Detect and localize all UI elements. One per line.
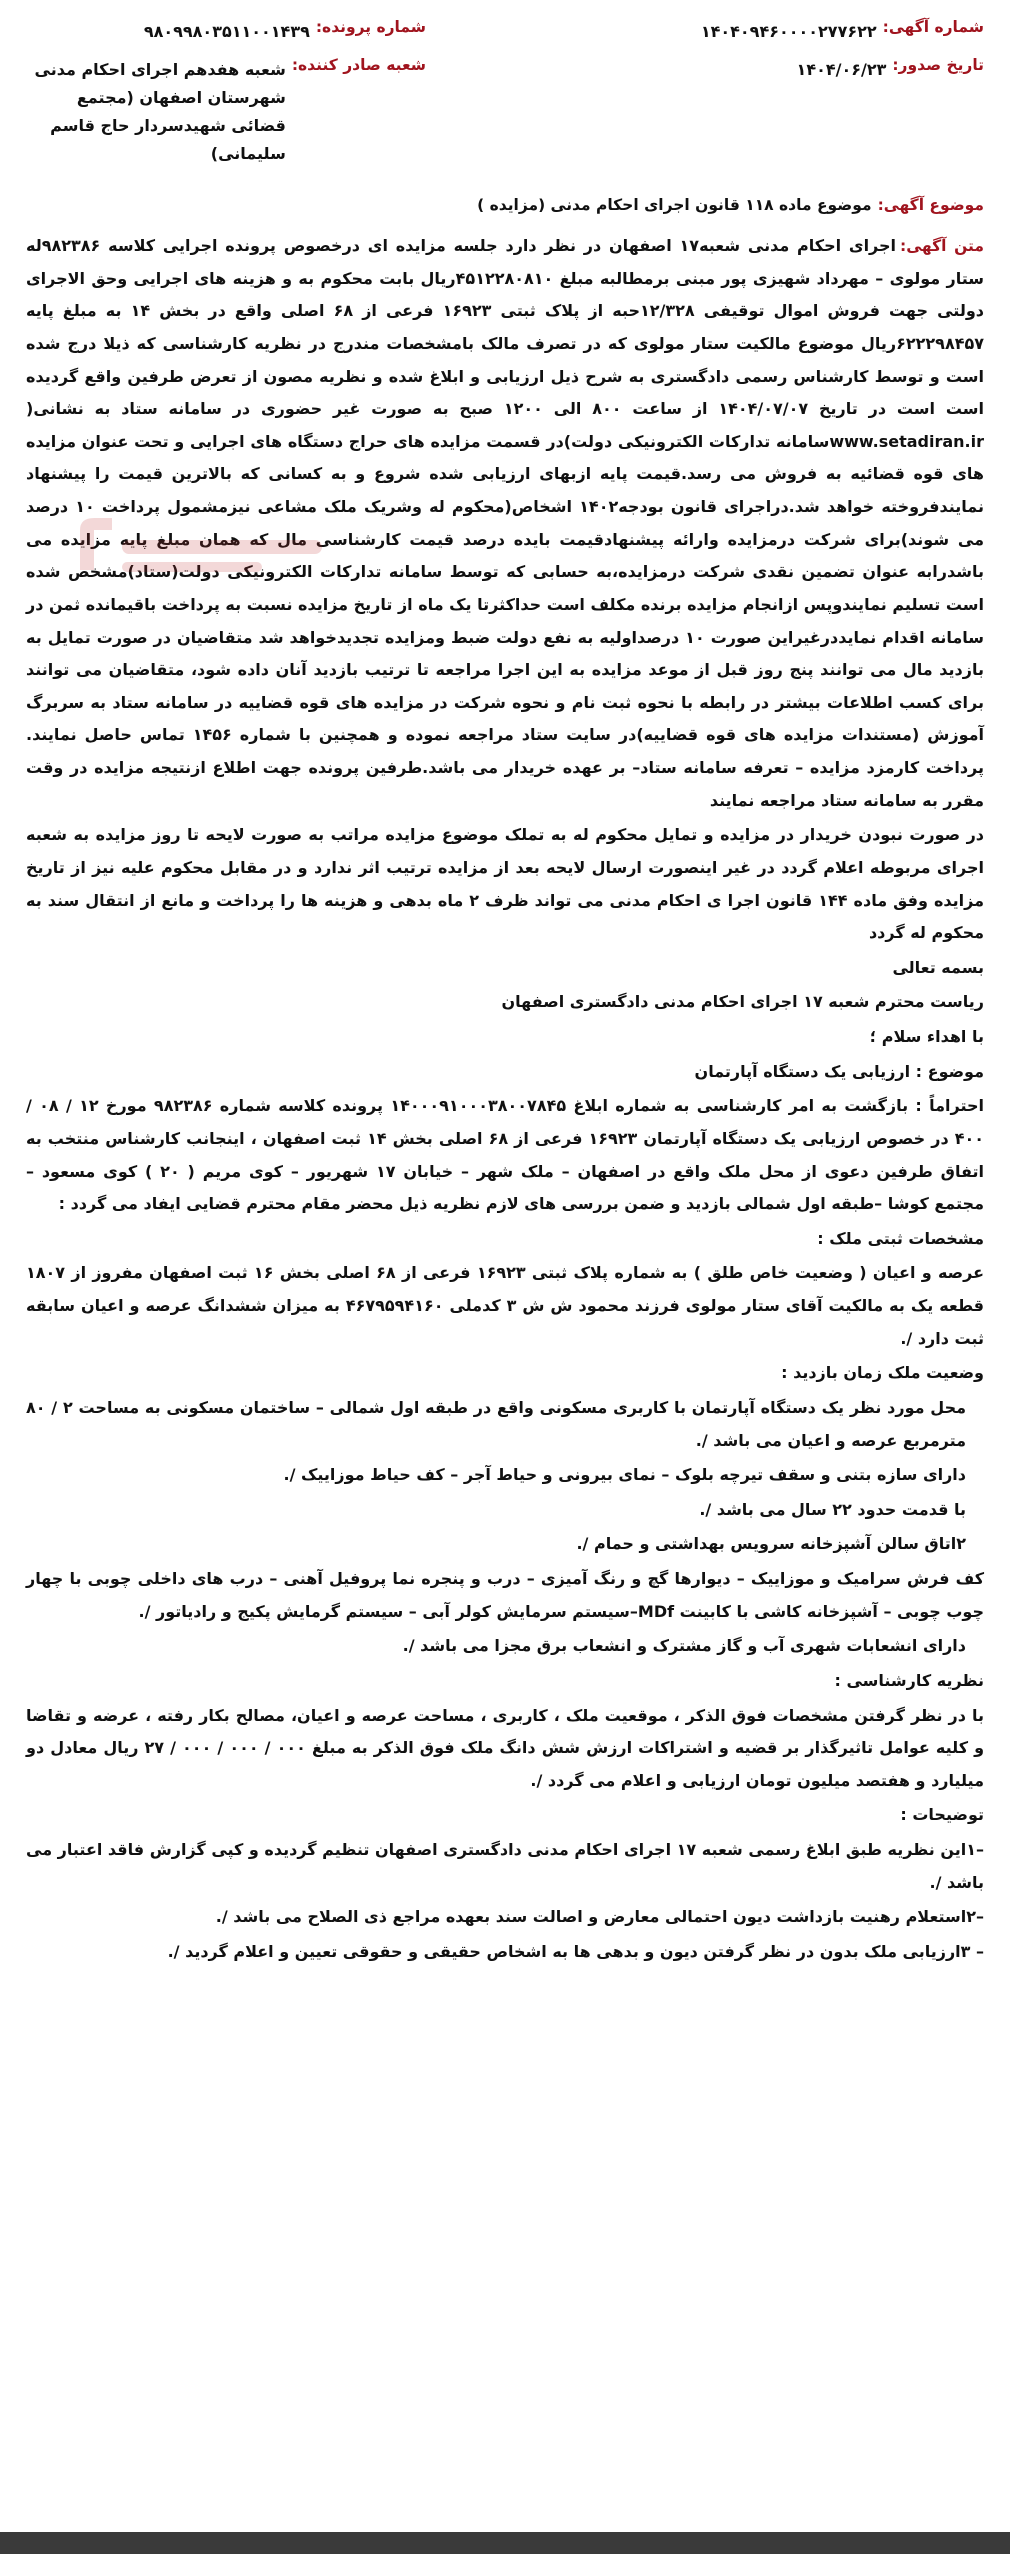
case-number-value: ۹۸۰۹۹۸۰۳۵۱۱۰۰۱۴۳۹	[143, 22, 310, 41]
letter-greeting: با اهداء سلام ؛	[869, 1027, 984, 1046]
issue-date-label: تاریخ صدور:	[892, 56, 984, 74]
issuing-branch-label: شعبه صادر کننده:	[291, 56, 426, 74]
ad-number-label: شماره آگهی:	[882, 18, 984, 36]
ad-body-paragraph-1	[26, 230, 984, 817]
ad-body-paragraph-1-text: اجرای احکام مدنی شعبه۱۷ اصفهان در نظر دارد جلسه مزایده ای درخصوص پرونده اجرایی کلاسه ۹۸۲۳۸۶له ستار مولوی – مهرداد شهیزی پور مبنی برمطالبه مبلغ ۴۵۱۲۲۸۰۸۱۰ریال بابت محکوم به و هزینه های اجرایی وحق الاجرای دولتی جهت فروش اموال توقیفی ۱۲/۳۲۸حبه از پلاک ثبتی ۱۶۹۲۳ فرعی از ۶۸ اصلی واقع در بخش ۱۴ به مبلغ پایه ۶۲۲۲۹۸۴۵۷ریال موضوع مالکیت ستار مولوی که در تصرف مالک بامشخصات مندرج در نظریه کارشناسی که ذیلا درج شده است و توسط کارشناس رسمی دادگستری به شرح ذیل ارزیابی و ابلاغ شده و نظریه مصون از تعرض طرفین واقع گردیده است است در تاریخ ۱۴۰۴/۰۷/۰۷ از ساعت ۸۰۰ الی ۱۲۰۰ صبح به صورت غیر حضوری در سامانه ستاد به نشانی( www.setadiran.irسامانه تدارکات الکترونیکی دولت)در قسمت مزایده های حراج دستگاه های اجرایی و تحت عنوان مزایده های قوه قضائیه به فروش می رسد.قیمت پایه ازبهای ارزیابی شده شروع و به کسانی که بالاترین قیمت را پیشنهاد نمایندفروخته خواهد شد.دراجرای قانون بودجه۱۴۰۲ اشخاص(محکوم له وشریک ملک مشاعی نیزمشمول پرداخت ۱۰ درصد می شوند)برای شرکت درمزایده وارائه پیشنهادقیمت بایده درصد قیمت کارشناسی مال که همان مبلغ پایه مزایده می باشدرابه عنوان تضمین نقدی شرکت درمزایده،به حسابی که توسط سامانه تدارکات الکترونیکی دولت(ستاد)مشخص شده است تسلیم نمایندوپس ازانجام مزایده برنده مکلف است حداکثرتا یک ماه از تاریخ مزایده نسبت به پرداخت باقیمانده ثمن در سامانه اقدام نمایددرغیراین صورت ۱۰ درصداولیه به نفع دولت ضبط ومزایده تجدیدخواهد شد متقاضیان در صورت تمایل به بازدید مال می توانند پنج روز قبل از موعد مزایده به این اجرا مراجعه تا ترتیب بازدید آنان داده شود، متقاضیان می توانند برای کسب اطلاعات بیشتر در رابطه با نحوه ثبت نام و نحوه شرکت در مزایده های قوه قضاییه در سامانه ستاد به سربرگ آموزش (مستندات مزایده های قوه قضاییه)در سایت ستاد مراجعه نموده و همچنین با شماره ۱۴۵۶ تماس حاصل نمایند. پرداخت کارمزد مزایده – تعرفه سامانه ستاد– بر عهده خریدار می باشد.طرفین پرونده جهت اطلاع ازنتیجه مزایده در وقت مقرر به سامانه ستاد مراجعه نمایند	[26, 236, 985, 810]
ad-subject	[26, 196, 984, 214]
case-number-label: شماره پرونده:	[315, 18, 426, 36]
ad-body	[26, 230, 984, 1969]
notes-heading: توضیحات :	[900, 1805, 984, 1825]
ad-number	[444, 18, 984, 46]
note-3: – ۳ارزیابی ملک بدون در نظر گرفتن دیون و بدهی ها به اشخاص حقیقی و حقوقی تعیین و اعلام گردید /.	[167, 1941, 984, 1961]
status-heading: وضعیت ملک زمان بازدید :	[781, 1363, 984, 1383]
note-2: –۲استعلام رهنیت بازداشت دیون احتمالی معارض و اصالت سند بعهده مراجع ذی الصلاح می باشد /.	[215, 1907, 984, 1927]
issue-date-value: ۱۴۰۴/۰۶/۲۳	[796, 60, 887, 79]
footer-bar	[0, 2532, 1010, 2554]
issue-date	[444, 56, 984, 84]
status-item-6: دارای انشعابات شهری آب و گاز مشترک و انشعاب برق مجزا می باشد /.	[402, 1636, 966, 1656]
status-item-2: دارای سازه بتنی و سقف تیرچه بلوک – نمای بیرونی و حیاط آجر – کف حیاط موزاییک /.	[283, 1465, 966, 1485]
header-row-1	[26, 18, 984, 46]
header-row-2	[26, 56, 984, 168]
ad-subject-value: موضوع ماده ۱۱۸ قانون اجرای احکام مدنی (مزایده )	[477, 196, 872, 214]
issuing-branch-value: شعبه هفدهم اجرای احکام مدنی شهرستان اصفهان (مجتمع قضائی شهیدسردار حاج قاسم سلیمانی)	[34, 60, 286, 163]
ad-body-paragraph-2: در صورت نبودن خریدار در مزایده و تمایل محکوم له به تملک موضوع مزایده مراتب به صورت لایحه تا روز مزایده به شعبه اجرای مربوطه اعلام گردد در غیر اینصورت ارسال لایحه بعد از مزایده ترتیب اثر ندارد و در مقابل محکوم علیه نیز از تاریخ مزایده وفق ماده ۱۴۴ قانون اجرا ی احکام مدنی می تواند ظرف ۲ ماه بدهی و هزینه ها را پرداخت و مانع از انتقال سند به محکوم له گردد	[26, 825, 984, 943]
ad-subject-label: موضوع آگهی:	[877, 196, 984, 214]
status-item-5: کف فرش سرامیک و موزاییک – دیوارها گچ و رنگ آمیزی – درب و پنجره نما پروفیل آهنی – درب های داخلی چوبی با چهار چوب چوبی – آشپزخانه کاشی با کابینت MDf–سیستم سرمایش کولر آبی – سیستم گرمایش پکیج و رادیاتور /.	[26, 1569, 984, 1621]
registration-text: عرصه و اعیان ( وضعیت خاص طلق ) به شماره پلاک ثبتی ۱۶۹۲۳ فرعی از ۶۸ اصلی بخش ۱۶ ثبت اصفهان مفروز از ۱۸۰۷ قطعه یک به مالکیت آقای ستار مولوی فرزند محمود ش ش ۳ کدملی ۴۶۷۹۵۹۴۱۶۰ به میزان ششدانگ عرصه و اعیان سابقه ثبت دارد /.	[26, 1263, 985, 1348]
status-item-3: با قدمت حدود ۲۲ سال می باشد /.	[699, 1499, 966, 1519]
opinion-heading: نظریه کارشناسی :	[834, 1670, 984, 1690]
status-item-1: محل مورد نظر یک دستگاه آپارتمان با کاربری مسکونی واقع در طبقه اول شمالی – ساختمان مسکونی به مساحت ۲ / ۸۰ مترمربع عرصه و اعیان می باشد /.	[26, 1397, 967, 1450]
ad-body-label: متن آگهی:	[900, 237, 984, 255]
registration-heading: مشخصات ثبتی ملک :	[817, 1228, 984, 1248]
letter-topic: موضوع : ارزیابی یک دستگاه آپارتمان	[694, 1061, 984, 1081]
opinion-text: با در نظر گرفتن مشخصات فوق الذکر ، موقعیت ملک ، کاربری ، مساحت عرصه و اعیان، مصالح بکار رفته ، عرضه و تقاضا و کلیه عوامل تاثیرگذار بر قضیه و اشتراکات ارزش شش دانگ ملک فوق الذکر به مبلغ ۰۰۰ / ۰۰۰ / ۰۰۰ / ۲۷ ریال معادل دو میلیارد و هفتصد میلیون تومان ارزیابی و اعلام می گردد /.	[26, 1705, 985, 1790]
status-item-4: ۲اتاق سالن آشپزخانه سرویس بهداشتی و حمام /.	[576, 1534, 966, 1554]
letter-intro: احتراماً : بازگشت به امر کارشناسی به شماره ابلاغ ۱۴۰۰۰۹۱۰۰۰۳۸۰۰۷۸۴۵ پرونده کلاسه شماره ۹۸۲۳۸۶ مورخ ۱۲ / ۰۸ / ۴۰۰ در خصوص ارزیابی یک دستگاه آپارتمان ۱۶۹۲۳ فرعی از ۶۸ اصلی بخش ۱۴ ثبت اصفهان ، اینجانب کارشناس منتخب به اتفاق طرفین دعوی از محل ملک واقع در اصفهان – ملک شهر – خیابان ۱۷ شهریور – کوی مریم ( ۲۰ ) کوی مسعود – مجتمع کوشا –طبقه اول شمالی بازدید و ضمن بررسی های لازم نظریه ذیل محضر مقام محترم قضایی ایفاد می گردد :	[26, 1096, 985, 1214]
letter-addressee: ریاست محترم شعبه ۱۷ اجرای احکام مدنی دادگستری اصفهان	[501, 992, 984, 1012]
note-1: –۱این نظریه طبق ابلاغ رسمی شعبه ۱۷ اجرای احکام مدنی دادگستری اصفهان تنظیم گردیده و کپی گزارش فاقد اعتبار می باشد /.	[26, 1840, 984, 1892]
issuing-branch	[26, 56, 426, 168]
ad-number-value: ۱۴۰۴۰۹۴۶۰۰۰۰۲۷۷۶۲۲	[700, 22, 877, 41]
letter-bismillah: بسمه تعالی	[892, 957, 984, 977]
case-number	[26, 18, 426, 46]
